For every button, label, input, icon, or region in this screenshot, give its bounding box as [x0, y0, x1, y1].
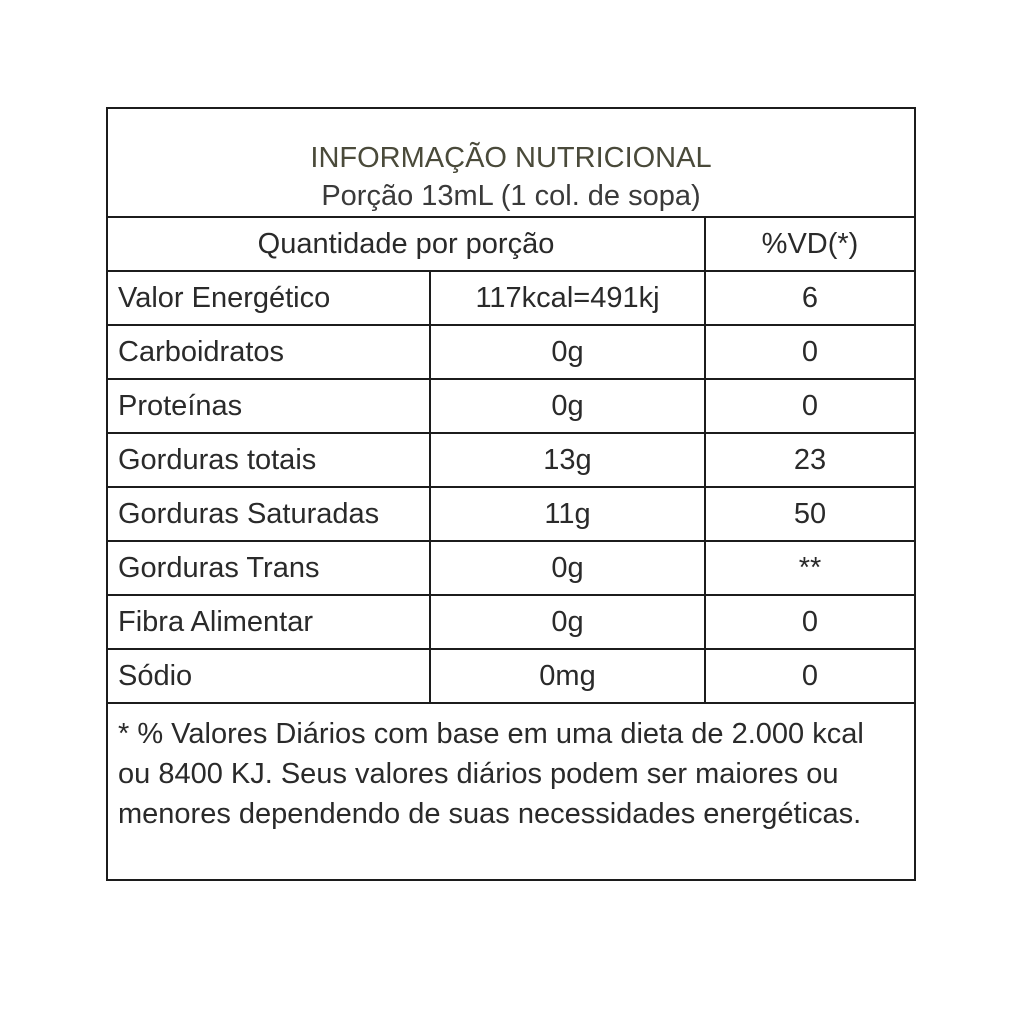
nutrient-dv: 0 [801, 389, 819, 422]
nutrient-dv: 0 [801, 335, 819, 368]
table-row [108, 542, 914, 596]
nutrient-dv: 0 [801, 659, 819, 692]
nutrient-amount: 0mg [431, 650, 706, 702]
nutrient-name: Carboidratos [108, 326, 431, 378]
nutrition-facts-table [106, 107, 916, 881]
nutrient-amount: 11g [431, 488, 706, 540]
nutrient-amount: 13g [431, 434, 706, 486]
table-row [108, 596, 914, 650]
column-header-row [108, 218, 914, 272]
quantity-column-header: Quantidade por porção [108, 218, 706, 270]
nutrient-dv: 50 [793, 497, 827, 530]
portion-label: Porção 13mL (1 col. de sopa) [321, 180, 701, 212]
nutrient-amount: 0g [431, 596, 706, 648]
nutrient-name: Fibra Alimentar [108, 596, 431, 648]
table-row [108, 380, 914, 434]
table-row [108, 488, 914, 542]
nutrient-name: Proteínas [108, 380, 431, 432]
nutrient-dv: 0 [801, 605, 819, 638]
nutrient-amount: 0g [431, 326, 706, 378]
nutrient-amount: 0g [431, 542, 706, 594]
nutrient-dv: ** [798, 551, 822, 584]
nutrient-amount: 0g [431, 380, 706, 432]
nutrient-name: Valor Energético [108, 272, 431, 324]
table-row [108, 272, 914, 326]
nutrient-dv: 23 [793, 443, 827, 476]
table-row [108, 650, 914, 704]
table-row [108, 326, 914, 380]
nutrient-dv: 6 [801, 281, 819, 314]
nutrient-name: Sódio [108, 650, 431, 702]
table-title: INFORMAÇÃO NUTRICIONAL [310, 142, 712, 174]
dv-column-header: %VD(*) [761, 227, 859, 260]
nutrient-name: Gorduras Trans [108, 542, 431, 594]
table-header [108, 109, 914, 218]
nutrient-name: Gorduras Saturadas [108, 488, 431, 540]
nutrient-amount: 117kcal=491kj [431, 272, 706, 324]
table-row [108, 434, 914, 488]
nutrient-name: Gorduras totais [108, 434, 431, 486]
daily-values-footnote: * % Valores Diários com base em uma dieta de 2.000 kcal ou 8400 KJ. Seus valores diários podem ser maiores ou menores dependendo de suas necessidades energéticas. [118, 718, 864, 830]
